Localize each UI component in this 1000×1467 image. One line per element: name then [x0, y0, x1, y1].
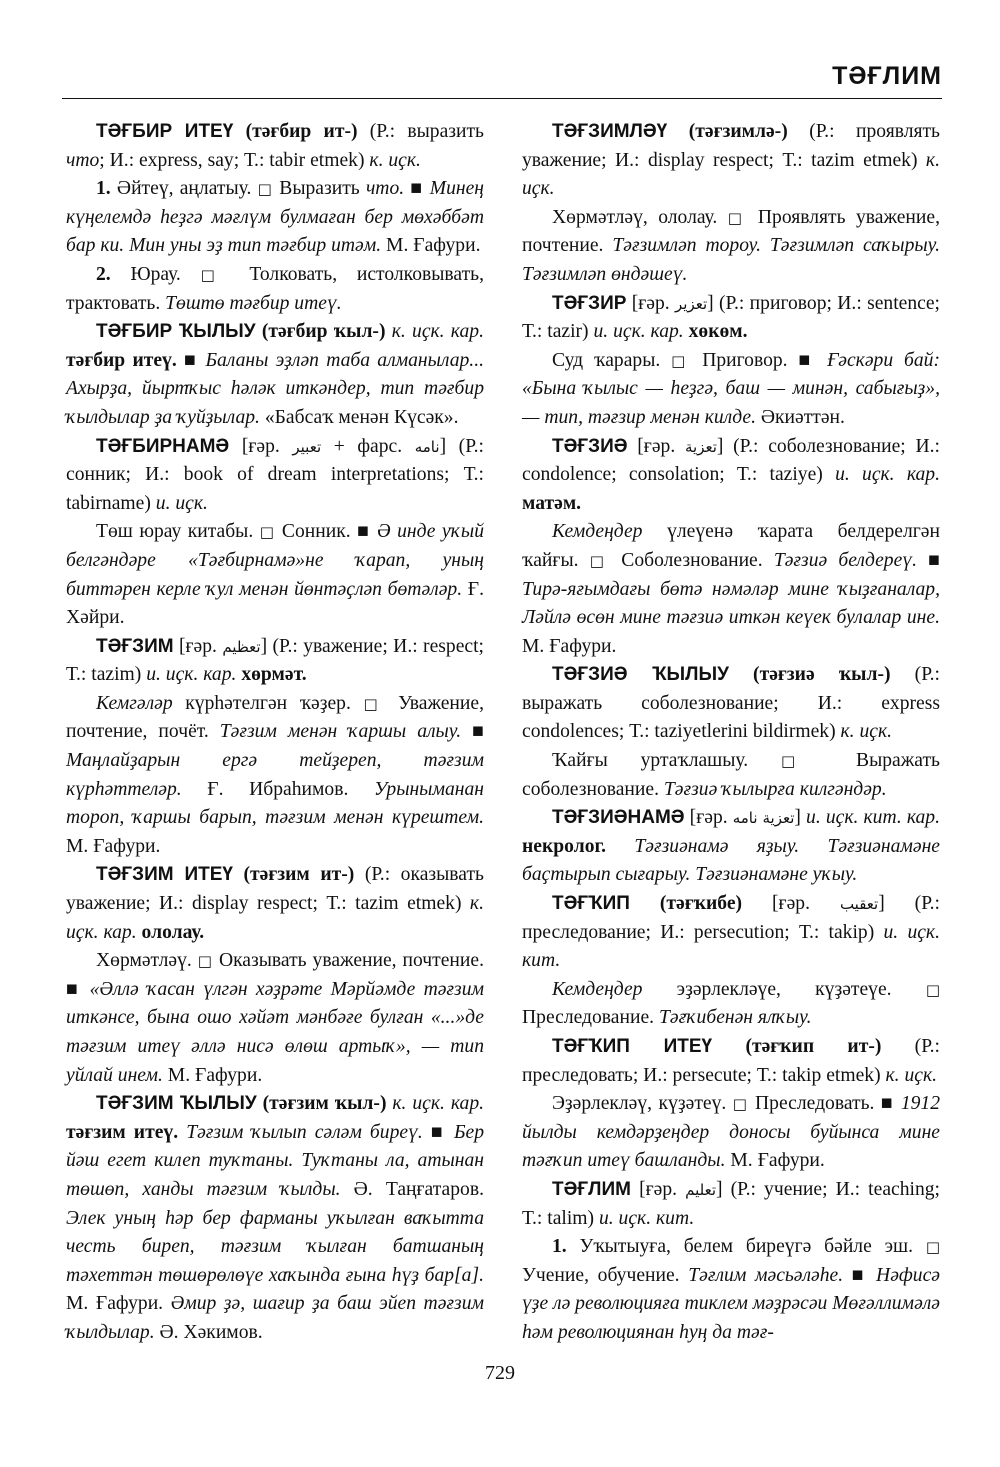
header-rule [62, 98, 942, 99]
text-segment: Ә. Хәкимов. [154, 1321, 263, 1343]
text-segment: ] (Р.: соболезнование; И.: condolence; consolation; Т.: taziye) [522, 435, 940, 486]
white-square-marker: □ [200, 265, 230, 284]
text-segment: Преследование. [522, 1007, 659, 1029]
text-segment: ; И.: express, say; Т.: tabir etmek) [99, 149, 370, 171]
text-segment: [ғәр. [631, 1178, 686, 1200]
dictionary-entry-paragraph [66, 690, 484, 862]
text-segment: ■ [843, 1264, 877, 1286]
text-segment: Сонник. ■ [275, 521, 377, 543]
text-segment [178, 1122, 186, 1143]
italic-segment: «Әллә ҡасан үлгән хәҙрәте Мәрйәмде тәғзим иткәнсе, бына ошо хәйәт мәнбәғе булған «...»де тәғзим итеү әллә нисә өлөш артыҡ», — тип уйлай инем. [66, 978, 485, 1086]
italic-segment: Ғәскәри бай: «Бына ҡылыс — һеҙгә, баш — минән, сабығыҙ», — тип, тәғзир менән килде. [522, 349, 940, 428]
dictionary-entry-paragraph [66, 261, 484, 318]
italic-segment: Элек уның һәр бер фарманы уҡылған ваҡытта честь биреп, тәғзим ҡылған батшаның тәхеттән төшөрөлөүе хаҡында ғына һүҙ бар[а]. [66, 1207, 484, 1286]
arabic-etymon: تعظيم [222, 637, 261, 656]
bold-segment: 1. [552, 1236, 580, 1258]
headword: ТӘҒБИР ИТЕҮ [96, 121, 234, 142]
headword: ТӘҒЗИӘНАМӘ [552, 807, 685, 829]
bold-segment: (тәғзим ит-) [232, 864, 365, 886]
arabic-etymon: تعليم [685, 1180, 717, 1199]
dictionary-entry-headword-line [66, 1090, 484, 1347]
dictionary-entry-headword-line [522, 890, 940, 976]
text-segment [606, 836, 634, 857]
text-segment: [ғәр. [627, 435, 685, 457]
bold-segment: (тәғҡип ит-) [712, 1036, 915, 1057]
text-segment: Выражать соболезнование. [522, 750, 940, 800]
dictionary-entry-headword-line [522, 804, 940, 890]
text-segment: Соболезнование. [610, 549, 774, 571]
bold-segment: (тәғбир ит-) [233, 121, 370, 142]
italic-segment: Ә инде уҡый белгәндәре «Тәғбирнамә»не ҡарап, уның биттәрен керле ҡул менән йөнтәҫләп бөтәләр. [66, 521, 484, 600]
italic-segment: Тирә-яғымдағы бөтә нәмәләр мине ҡыҙғаналар, Ләйлә өсөн мине тәғзиә иткән кеүек булалар ине. [522, 578, 940, 629]
dictionary-entry-headword-line [522, 661, 940, 747]
text-segment: эҙәрлекләүе, күҙәтеүе. [642, 978, 926, 1000]
bold-segment: (тәғзимлә-) [667, 121, 810, 142]
text-segment: ] (Р.: приговор; И.: sentence; Т.: tazir) [522, 292, 940, 343]
italic-segment: и. иҫк. [155, 492, 208, 514]
text-segment: Әкиәттән. [755, 406, 845, 428]
text-segment: [ғәр. [173, 635, 223, 657]
italic-segment: к. иҫк. кар. [66, 893, 484, 943]
dictionary-entry-paragraph [522, 747, 940, 804]
arabic-etymon: تعبير [292, 437, 322, 456]
italic-segment: Баланы эҙләп таба алманылар... Ахырҙа, йыртҡыс һәләк иткәндер, тип тәғбир ҡылдылар ҙа ҡуйҙылар. [66, 349, 484, 428]
headword: ТӘҒЗИМЛӘҮ [552, 121, 668, 142]
italic-segment: что [66, 149, 100, 171]
dictionary-entry-paragraph [522, 347, 940, 433]
italic-segment: Тәғзиә белдереү. [773, 549, 917, 571]
italic-segment: и. иҫк. кар. [146, 664, 237, 686]
white-square-marker: □ [727, 208, 748, 227]
dictionary-entry-paragraph [522, 1090, 940, 1176]
italic-segment: к. иҫк. [522, 149, 940, 200]
text-segment: Хөрмәтләү. [96, 950, 198, 972]
dictionary-entry-headword-line [66, 318, 484, 432]
bold-segment: (тәғбир ҡыл-) [255, 321, 392, 343]
text-segment: Выразить [273, 178, 366, 200]
italic-segment: Минең күңелемдә һеҙгә мәғлүм булмаған бер мөхәббәт бар ки. Мин уны эҙ тип тәғбир итәм. [66, 178, 485, 257]
text-segment: Преследовать. ■ [748, 1093, 901, 1115]
dictionary-entry-paragraph [522, 518, 940, 661]
bold-segment: (тәғзиә ҡыл-) [728, 664, 915, 686]
bold-segment: хөрмәт. [236, 664, 307, 686]
running-head: ТӘҒЛИМ [832, 62, 942, 90]
headword: ТӘҒБИР ҠЫЛЫУ [96, 321, 256, 343]
dictionary-entry-headword-line [522, 290, 940, 347]
italic-segment: Тәғзим ҡылып сәләм биреү. [186, 1121, 423, 1143]
white-square-marker: □ [671, 351, 692, 370]
text-segment: М. Ғафури. [66, 835, 161, 857]
text-segment: үлеүенә ҡарата белдерелгән ҡайғы. [522, 521, 940, 571]
text-segment: (Р.: выражать соболезнование; И.: express condolences; Т.: taziyetlerini bildirmek) [522, 664, 940, 743]
text-segment: [ғәр. [772, 893, 840, 915]
text-segment: М. Ғафури. [522, 635, 617, 657]
italic-segment: и. иҫк. кит. кар. [806, 807, 940, 829]
headword: ТӘҒЛИМ [552, 1178, 631, 1200]
dictionary-entry-headword-line [522, 1176, 940, 1233]
text-segment: Эҙәрлекләү, күҙәтеү. [552, 1093, 733, 1115]
white-square-marker: □ [781, 752, 824, 771]
text-segment: (Р.: преследовать; И.: persecute; Т.: takip etmek) [522, 1036, 940, 1086]
dictionary-entry-headword-line [522, 1033, 940, 1090]
white-square-marker: □ [589, 551, 611, 570]
italic-segment: Кемдеңдер [552, 978, 643, 1000]
white-square-marker: □ [259, 523, 276, 542]
italic-segment: Тәғҡибенән ялҡыу. [658, 1007, 812, 1029]
headword: ТӘҒҠИП ИТЕҮ [552, 1036, 713, 1057]
text-segment: [ғәр. [229, 435, 293, 457]
headword: ТӘҒЗИМ ИТЕҮ [96, 864, 233, 886]
italic-segment: Кемгәләр [96, 692, 173, 714]
text-segment: Хөрмәтләү, ололау. [552, 206, 728, 228]
bold-segment: (тәғҡибе) [629, 893, 773, 915]
italic-segment: к. иҫк. [885, 1064, 938, 1086]
dictionary-entry-paragraph [522, 976, 940, 1033]
text-segment: Оказывать уважение, почтение. ■ [66, 950, 484, 1000]
bold-segment: некролог. [522, 835, 607, 857]
text-segment: Ҡайғы уртаҡлашыу. [552, 750, 782, 772]
text-segment: ■ [422, 1121, 454, 1143]
dictionary-entry-paragraph [66, 175, 484, 261]
right-column [522, 118, 940, 1348]
white-square-marker: □ [732, 1095, 749, 1114]
bold-segment: тәғзим итеү. [66, 1121, 179, 1143]
text-segment: М. Ғафури. [66, 1293, 171, 1315]
bold-segment: (тәғзим ҡыл-) [256, 1093, 393, 1115]
headword: ТӘҒЗИР [552, 292, 627, 314]
text-segment: (Р.: оказывать уважение; И.: display respect; Т.: tazim etmek) [66, 864, 484, 915]
text-segment: [ғәр. [626, 292, 676, 314]
dictionary-entry-headword-line [66, 433, 484, 519]
text-segment: Суд ҡарары. [552, 349, 672, 371]
text-segment: ] (Р.: уважение; И.: respect; Т.: tazim) [66, 635, 484, 686]
text-segment: Толковать, истолковывать, трактовать. [66, 263, 484, 314]
headword: ТӘҒЗИМ [96, 635, 174, 657]
arabic-etymon: تعقيب [839, 895, 879, 914]
bold-segment: 2. [96, 263, 131, 285]
italic-segment: Тәғзиәнамә яҙыу. Тәғзиәнамәне баҫтырып сығарыу. Тәғзиәнамәне уҡыу. [522, 835, 940, 886]
bold-segment: матәм. [522, 492, 582, 514]
text-segment: Проявлять уважение, почтение. [522, 206, 940, 257]
white-square-marker: □ [925, 1238, 940, 1257]
text-segment: М. Ғафури. [162, 1064, 263, 1086]
italic-segment: и. иҫк. кар. [593, 321, 684, 343]
white-square-marker: □ [257, 180, 274, 199]
italic-segment: и. иҫк. кар. [835, 464, 940, 486]
italic-segment: Тәғлим мәсьәләһе. [688, 1264, 844, 1286]
bold-segment: хөкөм. [683, 321, 748, 343]
arabic-etymon: تعزير [675, 294, 708, 313]
white-square-marker: □ [925, 980, 940, 999]
headword: ТӘҒЗИӘ [552, 435, 628, 457]
arabic-etymon: تعزية نامه [732, 809, 795, 828]
dictionary-entry-headword-line [522, 118, 940, 204]
page-number: 729 [485, 1362, 515, 1384]
text-segment: Приговор. ■ [691, 349, 828, 371]
dictionary-entry-headword-line [522, 433, 940, 519]
arabic-etymon: تعزية [684, 437, 717, 456]
text-segment: Әйтеү, аңлатыу. [116, 178, 258, 200]
text-segment: Ә. Таңғатаров. [340, 1178, 484, 1200]
headword: ТӘҒЗИМ ҠЫЛЫУ [96, 1093, 257, 1115]
text-segment: [ғәр. [684, 807, 733, 829]
dictionary-entry-paragraph [66, 518, 484, 632]
dictionary-entry-paragraph [66, 947, 484, 1090]
italic-segment: к. иҫк. кар. [391, 321, 484, 343]
white-square-marker: □ [363, 694, 386, 713]
italic-segment: к. иҫк. кар. [392, 1093, 485, 1115]
white-square-marker: □ [197, 952, 213, 971]
text-segment: ] [794, 807, 807, 829]
italic-segment: Маңлайҙарын ергә тейҙереп, тәғзим күрһәттеләр. [66, 750, 484, 800]
italic-segment: Урыныманан тороп, ҡаршы барып, тәғзим менән күрештем. [66, 778, 484, 829]
text-segment: + фарс. [321, 435, 415, 457]
italic-segment: Тәғзиә ҡылырға килгәндәр. [663, 778, 887, 800]
italic-segment: к. иҫк. [840, 721, 893, 743]
headword: ТӘҒБИРНАМӘ [96, 435, 230, 457]
italic-segment: и. иҫк. кит. [598, 1207, 695, 1229]
text-segment: күрһәтелгән ҡәҙер. [172, 692, 364, 714]
arabic-etymon: نامه [414, 437, 440, 456]
text-segment: ■ [917, 549, 940, 571]
italic-segment: и. иҫк. кит. [522, 921, 941, 972]
headword: ТӘҒҠИП [552, 893, 630, 915]
dictionary-entry-paragraph [522, 204, 940, 290]
italic-segment: Нәфисә үҙе лә революцияға тиклем мәҙрәсәи Мөғәллимәлә һәм революциянан һуң да тәғ- [522, 1264, 940, 1343]
italic-segment: что. [365, 178, 405, 200]
dictionary-entry-headword-line [66, 633, 484, 690]
italic-segment: Әмир ҙә, шағир ҙа баш эйеп тәғзим ҡылдылар. [66, 1293, 484, 1343]
left-column [66, 118, 484, 1348]
dictionary-entry-paragraph [522, 1233, 940, 1347]
italic-segment: Төштө тәғбир итеү. [165, 292, 342, 314]
text-segment: ] (Р.: преследование; И.: persecution; Т.: takip) [522, 893, 940, 943]
text-segment: ■ [404, 178, 430, 200]
italic-segment: Бер йәш егет килеп туҡтаны. Туҡтаны ла, атынан төшөп, ханды тәғзим ҡылды. [66, 1121, 484, 1200]
dictionary-entry-headword-line [66, 118, 484, 175]
text-segment: М. Ғафури. [381, 235, 481, 257]
text-segment: Уважение, почтение, почёт. [66, 692, 484, 743]
text-segment: ] (Р.: сонник; И.: book of dream interpretations; Т.: tabirname) [66, 435, 484, 514]
italic-segment: 1912 йылды кемдәрҙеңдер доносы буйынса мине тәғҡип итеү башланды. [522, 1093, 940, 1172]
text-segment: Учение, обучение. [522, 1264, 689, 1286]
text-segment: «Бабсаҡ менән Күсәк». [259, 406, 459, 428]
italic-segment: Тәғзимләп тороу. Тәғзимләп саҡырыу. Тәғзимләп өндәшеү. [522, 235, 940, 285]
italic-segment: Кемдеңдер [552, 521, 643, 543]
italic-segment: Тәғзим менән ҡаршы алыу. [219, 721, 462, 743]
text-segment: Уҡытыуға, белем биреүгә бәйле эш. [579, 1236, 926, 1258]
bold-segment: 1. [96, 178, 117, 200]
text-segment: М. Ғафури. [725, 1150, 825, 1172]
text-segment: ] (Р.: учение; И.: teaching; Т.: talim) [522, 1178, 940, 1229]
dictionary-entry-headword-line [66, 861, 484, 947]
text-segment: (Р.: проявлять уважение; И.: display respect; Т.: tazim etmek) [522, 121, 940, 171]
bold-segment: ололау. [136, 921, 205, 943]
text-segment: Төш юрау китабы. [96, 521, 260, 543]
bold-segment: тәғбир итеү. [66, 349, 177, 371]
headword: ТӘҒЗИӘ ҠЫЛЫУ [552, 664, 729, 686]
text-segment: Ғ. Ибраһимов. [181, 778, 374, 800]
text-segment: Юрау. [130, 263, 201, 285]
text-segment: Ғ. Хәйри. [66, 578, 484, 629]
text-segment: ■ [176, 349, 206, 371]
text-segment: (Р.: выразить [369, 121, 484, 142]
text-segment: ■ [461, 721, 484, 743]
italic-segment: к. иҫк. [369, 149, 421, 171]
